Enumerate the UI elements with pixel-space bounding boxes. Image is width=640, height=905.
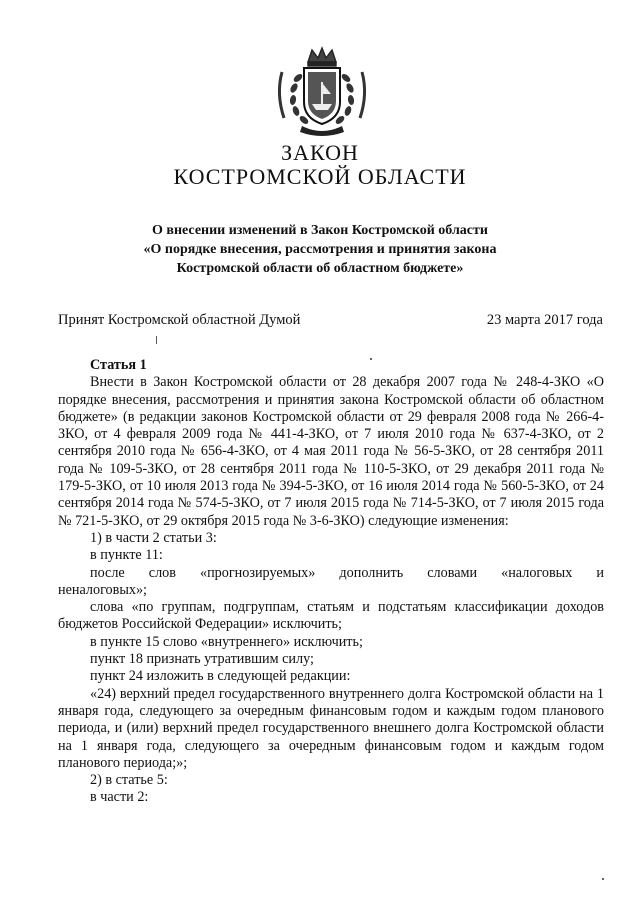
region-title: КОСТРОМСКОЙ ОБЛАСТИ — [173, 164, 467, 189]
point-24-text: «24) верхний предел государственного внутреннего долга Костромской области на 1 января года, следующего за очередным финансовым годом и каждым годом планового периода, и (или) верхний предел государственного внешнего долга Костромской области на 1 января года, следующего за очередным финансовым годом и каждым годом планового периода;»; — [58, 685, 604, 771]
adoption-date: 23 марта 2017 года — [486, 312, 603, 328]
article-heading: Статья 1 — [90, 357, 147, 373]
after-words-line — [58, 565, 604, 582]
subtitle-line: О внесении изменений в Закон Костромской области — [152, 223, 488, 238]
law-subtitle — [60, 221, 580, 278]
adoption-line — [58, 312, 603, 329]
coat-of-arms-emblem — [262, 44, 382, 140]
article-intro: Внести в Закон Костромской области от 28 декабря 2007 года № 248-4-ЗКО «О порядке внесения, рассмотрения и принятия закона Костромской области об областном бюджете» (в редакции законов Костромской области от 29 февраля 2008 года № 266-4-ЗКО, от 4 февраля 2009 года № 441-4-ЗКО, от 7 июля 2010 года № 637-4-ЗКО, от 2 сентября 2010 года № 656-4-ЗКО, от 4 мая 2011 года № 56-5-ЗКО, от 28 сентября 2011 года № 109-5-ЗКО, от 28 сентября 2011 года № 110-5-ЗКО, от 29 декабря 2011 года № 179-5-ЗКО, от 10 июля 2013 года № 394-5-ЗКО, от 16 июля 2014 года № 560-5-ЗКО, от 24 сентября 2014 года № 574-5-ЗКО, от 7 июля 2015 года № 714-5-ЗКО, от 7 июля 2015 года № 721-5-ЗКО, от 29 октября 2015 года № 3-6-ЗКО) следующие изменения: — [58, 374, 604, 529]
scan-mark — [156, 336, 157, 344]
point-24: пункт 24 изложить в следующей редакции: — [90, 668, 351, 685]
item-1-point-11: в пункте 11: — [90, 547, 163, 564]
point-15: в пункте 15 слово «внутреннего» исключить; — [90, 633, 363, 650]
word: дополнить — [339, 564, 404, 581]
law-title: ЗАКОН — [281, 140, 359, 165]
adopted-by: Принят Костромской областной Думой — [58, 312, 301, 328]
scan-speck — [602, 878, 604, 880]
subtitle-line: Костромской области об областном бюджете» — [176, 261, 464, 276]
word: словами — [427, 564, 478, 581]
word: слов — [148, 564, 176, 581]
after-words-tail: неналоговых»; — [58, 581, 147, 598]
word: и — [596, 564, 604, 581]
word: после — [90, 564, 125, 581]
words-groups-paragraph: слова «по группам, подгруппам, статьям и подстатьям классификации доходов бюджетов Российской Федерации» исключить; — [58, 599, 604, 633]
item-1: 1) в части 2 статьи 3: — [90, 529, 217, 546]
word: «налоговых — [501, 564, 573, 581]
point-18: пункт 18 признать утратившим силу; — [90, 651, 314, 668]
item-2-part-2: в части 2: — [90, 789, 149, 806]
subtitle-line: «О порядке внесения, рассмотрения и принятия закона — [143, 242, 497, 257]
item-2: 2) в статье 5: — [90, 772, 168, 789]
word: «прогнозируемых» — [199, 564, 316, 581]
document-body — [58, 357, 604, 807]
